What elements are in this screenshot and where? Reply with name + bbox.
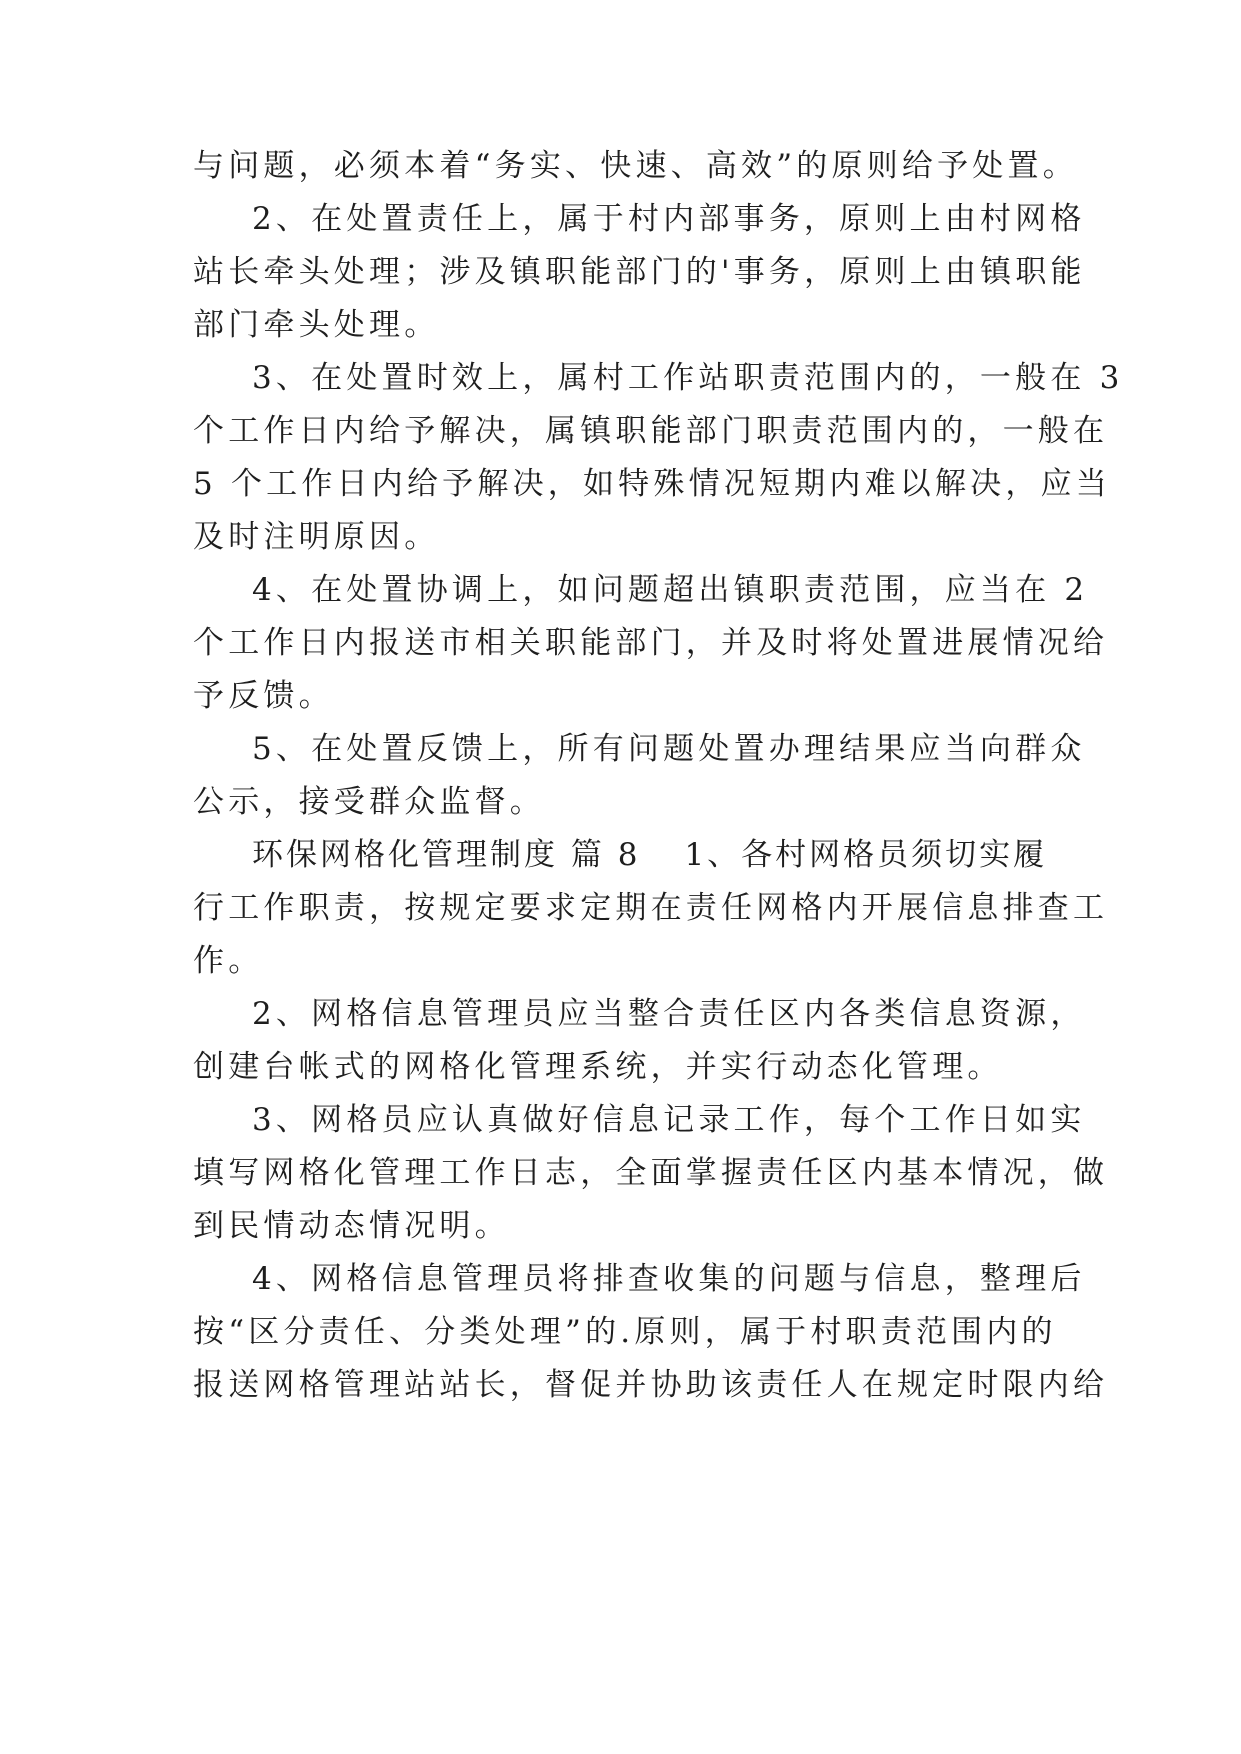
text-line: 予反馈。 xyxy=(193,678,334,714)
section-title: 环保网格化管理制度 篇 8 xyxy=(252,837,641,873)
text-line: 公示，接受群众监督。 xyxy=(193,784,545,820)
text-line: 行工作职责，按规定要求定期在责任网格内开展信息排查工 xyxy=(193,890,1109,926)
text-line: 4、在处置协调上，如问题超出镇职责范围，应当在 2 xyxy=(252,572,1089,608)
text-line: 3、在处置时效上，属村工作站职责范围内的，一般在 3 xyxy=(252,360,1124,396)
text-line: 按“区分责任、分类处理”的.原则，属于村职责范围内的 xyxy=(193,1314,1057,1350)
text-line: 个工作日内给予解决，属镇职能部门职责范围内的，一般在 xyxy=(193,413,1109,449)
section-heading xyxy=(252,835,1047,875)
text-line: 与问题，必须本着“务实、快速、高效”的原则给予处置。 xyxy=(193,148,1078,184)
text-line: 1、各村网格员须切实履 xyxy=(684,837,1048,873)
text-line: 作。 xyxy=(193,943,264,979)
text-line: 及时注明原因。 xyxy=(193,519,440,555)
text-line: 3、网格员应认真做好信息记录工作，每个工作日如实 xyxy=(252,1102,1086,1138)
text-line: 站长牵头处理；涉及镇职能部门的'事务，原则上由镇职能 xyxy=(193,254,1086,290)
text-line: 2、在处置责任上，属于村内部事务，原则上由村网格 xyxy=(252,201,1086,237)
text-line: 填写网格化管理工作日志，全面掌握责任区内基本情况，做 xyxy=(193,1155,1109,1191)
text-line: 报送网格管理站站长，督促并协助该责任人在规定时限内给 xyxy=(193,1367,1109,1403)
text-line: 5 个工作日内给予解决，如特殊情况短期内难以解决，应当 xyxy=(193,466,1111,502)
text-line: 5、在处置反馈上，所有问题处置办理结果应当向群众 xyxy=(252,731,1086,767)
text-line: 创建台帐式的网格化管理系统，并实行动态化管理。 xyxy=(193,1049,1003,1085)
text-line: 部门牵头处理。 xyxy=(193,307,440,343)
text-line: 4、网格信息管理员将排查收集的问题与信息，整理后 xyxy=(252,1261,1086,1297)
text-line: 2、网格信息管理员应当整合责任区内各类信息资源， xyxy=(252,996,1086,1032)
text-line: 到民情动态情况明。 xyxy=(193,1208,510,1244)
text-line: 个工作日内报送市相关职能部门，并及时将处置进展情况给 xyxy=(193,625,1109,661)
